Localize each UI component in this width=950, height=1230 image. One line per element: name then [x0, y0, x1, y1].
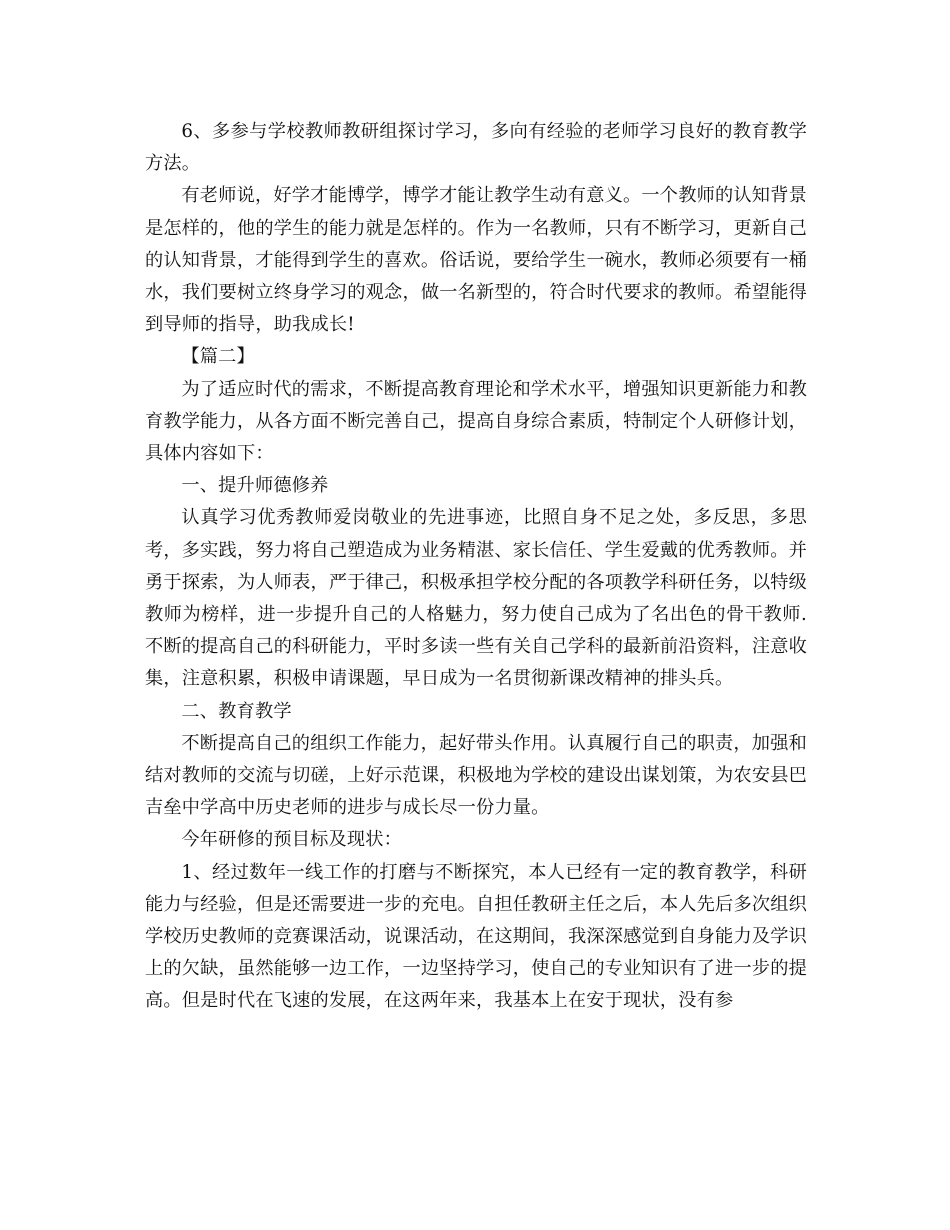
paragraph-5: 不断提高自己的组织工作能力，起好带头作用。认真履行自己的职责，加强和结对教师的交流与切磋，上好示范课，积极地为学校的建设出谋划策，为农安县巴吉垒中学高中历史老师的进步与成长尽一份力量。 [145, 732, 807, 819]
subheading-teaching: 二、教育教学 [181, 700, 292, 722]
subheading-ethics: 一、提升师德修养 [181, 475, 329, 497]
paragraph-4: 认真学习优秀教师爱岗敬业的先进事迹，比照自身不足之处，多反思，多思考，多实践，努力将自己塑造成为业务精湛、家长信任、学生爱戴的优秀教师。并勇于探索，为人师表，严于律己，积极承担学校分配的各项教学科研任务，以特级教师为榜样，进一步提升自己的人格魅力，努力使自己成为了名出色的骨干教师.不断的提高自己的科研能力，平时多读一些有关自己学科的最新前沿资料，注意收集，注意积累，积极申请课题，早日成为一名贯彻新课改精神的排头兵。 [145, 507, 807, 690]
paragraph-3: 为了适应时代的需求，不断提高教育理论和学术水平，增强知识更新能力和教育教学能力，从各方面不断完善自己，提高自身综合素质，特制定个人研修计划，具体内容如下： [145, 378, 807, 465]
paragraph-6: 1、经过数年一线工作的打磨与不断探究，本人已经有一定的教育教学，科研能力与经验，但是还需要进一步的充电。自担任教研主任之后，本人先后多次组织学校历史教师的竞赛课活动，说课活动，在这期间，我深深感觉到自身能力及学识上的欠缺，虽然能够一边工作，一边坚持学习，使自己的专业知识有了进一步的提高。但是时代在飞速的发展，在这两年来，我基本上在安于现状，没有参 [145, 861, 807, 1012]
section-heading-part-two: 【篇二】 [181, 346, 255, 368]
document-body [145, 116, 807, 1018]
paragraph-2: 有老师说，好学才能博学，博学才能让教学生动有意义。一个教师的认知背景是怎样的，他的学生的能力就是怎样的。作为一名教师，只有不断学习，更新自己的认知背景，才能得到学生的喜欢。俗话说，要给学生一碗水，教师必须要有一桶水，我们要树立终身学习的观念，做一名新型的，符合时代要求的教师。希望能得到导师的指导，助我成长! [145, 185, 807, 336]
paragraph-1: 6、多参与学校教师教研组探讨学习，多向有经验的老师学习良好的教育教学方法。 [145, 121, 807, 175]
paragraph-goals-intro: 今年研修的预目标及现状： [181, 829, 403, 851]
